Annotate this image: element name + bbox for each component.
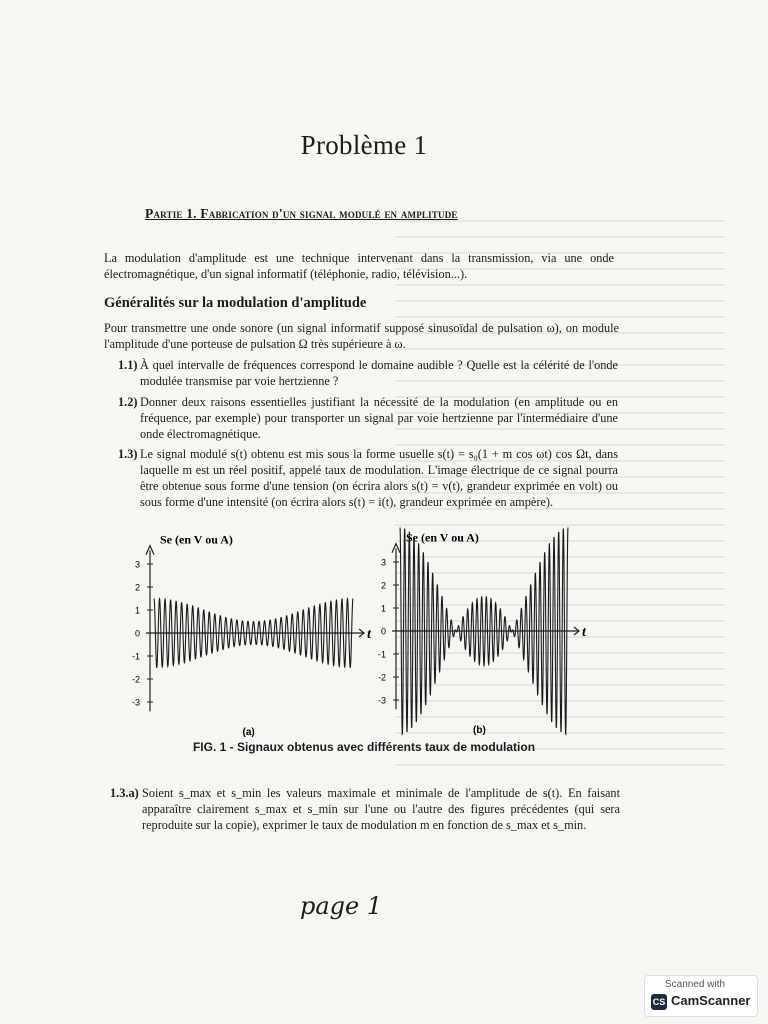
y-tick-label: 3 bbox=[380, 557, 386, 568]
section-subheading: Généralités sur la modulation d'amplitude bbox=[104, 295, 367, 311]
page-title: Problème 1 bbox=[300, 130, 428, 160]
question-text: Donner deux raisons essentielles justifiant la nécessité de la modulation (en amplitude ou en fréquence, par exemple) pour transporter un signal par voie hertzienne par l'intermédiaire d'une onde électromagnétique. bbox=[140, 395, 618, 441]
generalities-paragraph: Pour transmettre une onde sonore (un signal informatif supposé sinusoïdal de pulsation ω), on module l'amplitude d'une porteuse de pulsation Ω très supérieure à ω. bbox=[104, 321, 619, 351]
page-number-handwritten: page 1 bbox=[300, 892, 383, 920]
question-number: 1.1) bbox=[118, 358, 138, 372]
watermark-line1: Scanned with bbox=[665, 979, 726, 990]
figure-caption: FIG. 1 - Signaux obtenus avec différents taux de modulation bbox=[192, 740, 536, 754]
camscanner-watermark bbox=[644, 975, 758, 1017]
y-tick-label: 0 bbox=[134, 628, 140, 639]
subfigure-label: (b) bbox=[473, 725, 486, 737]
y-tick-label: 0 bbox=[380, 626, 386, 637]
question-number: 1.3) bbox=[118, 447, 138, 461]
y-axis-label: Se (en V ou A) bbox=[406, 530, 479, 545]
y-tick-label: 2 bbox=[134, 582, 140, 593]
question-number: 1.2) bbox=[118, 395, 138, 409]
part-heading: Partie 1. Fabrication d'un signal modulé en amplitude bbox=[145, 206, 458, 221]
y-axis-label: Se (en V ou A) bbox=[160, 532, 233, 547]
y-tick-label: -2 bbox=[377, 672, 386, 683]
y-tick-label: -1 bbox=[131, 651, 140, 662]
x-axis-label: t bbox=[367, 627, 371, 642]
question-text: Soient s_max et s_min les valeurs maximale et minimale de l'amplitude de s(t). En faisant apparaître clairement s_max et s_min sur l'une ou l'autre des figures précédentes (qui sera reproduite sur la copie), exprimer le taux de modulation m en fonction de s_max et s_min. bbox=[142, 786, 620, 832]
y-tick-label: -3 bbox=[131, 697, 140, 708]
watermark-line2: CamScanner bbox=[671, 993, 751, 1008]
plot-a bbox=[132, 532, 372, 738]
y-tick-label: -1 bbox=[377, 649, 386, 660]
subfigure-label: (a) bbox=[242, 727, 255, 739]
y-tick-label: 3 bbox=[134, 559, 140, 570]
intro-paragraph: La modulation d'amplitude est une technique intervenant dans la transmission, via une onde électromagnétique, d'un signal informatif (téléphonie, radio, télévision...). bbox=[104, 251, 614, 281]
x-axis-label: t bbox=[582, 625, 586, 640]
y-tick-label: 2 bbox=[380, 580, 386, 591]
y-tick-label: -3 bbox=[377, 695, 386, 706]
y-tick-label: 1 bbox=[134, 605, 140, 616]
camscanner-logo-icon: CS bbox=[651, 994, 667, 1010]
question-text: À quel intervalle de fréquences correspond le domaine audible ? Quelle est la célérité de l'onde modulée transmise par voie hertzienne ? bbox=[140, 358, 618, 388]
question-number: 1.3.a) bbox=[110, 786, 139, 800]
plot-b bbox=[378, 528, 587, 737]
y-tick-label: -2 bbox=[131, 674, 140, 685]
question-text: Le signal modulé s(t) obtenu est mis sous la forme usuelle s(t) = s₀(1 + m cos ωt) cos Ωt, dans laquelle m est un réel positif, appelé taux de modulation. L'image électrique de ce signal pourra être obtenue sous forme d'une tension (on écrira alors s(t) = v(t), grandeur exprimée en volt) ou sous forme d'une intensité (on écrira alors s(t) = i(t), grandeur exprimée en ampère). bbox=[140, 447, 618, 509]
y-tick-label: 1 bbox=[380, 603, 386, 614]
